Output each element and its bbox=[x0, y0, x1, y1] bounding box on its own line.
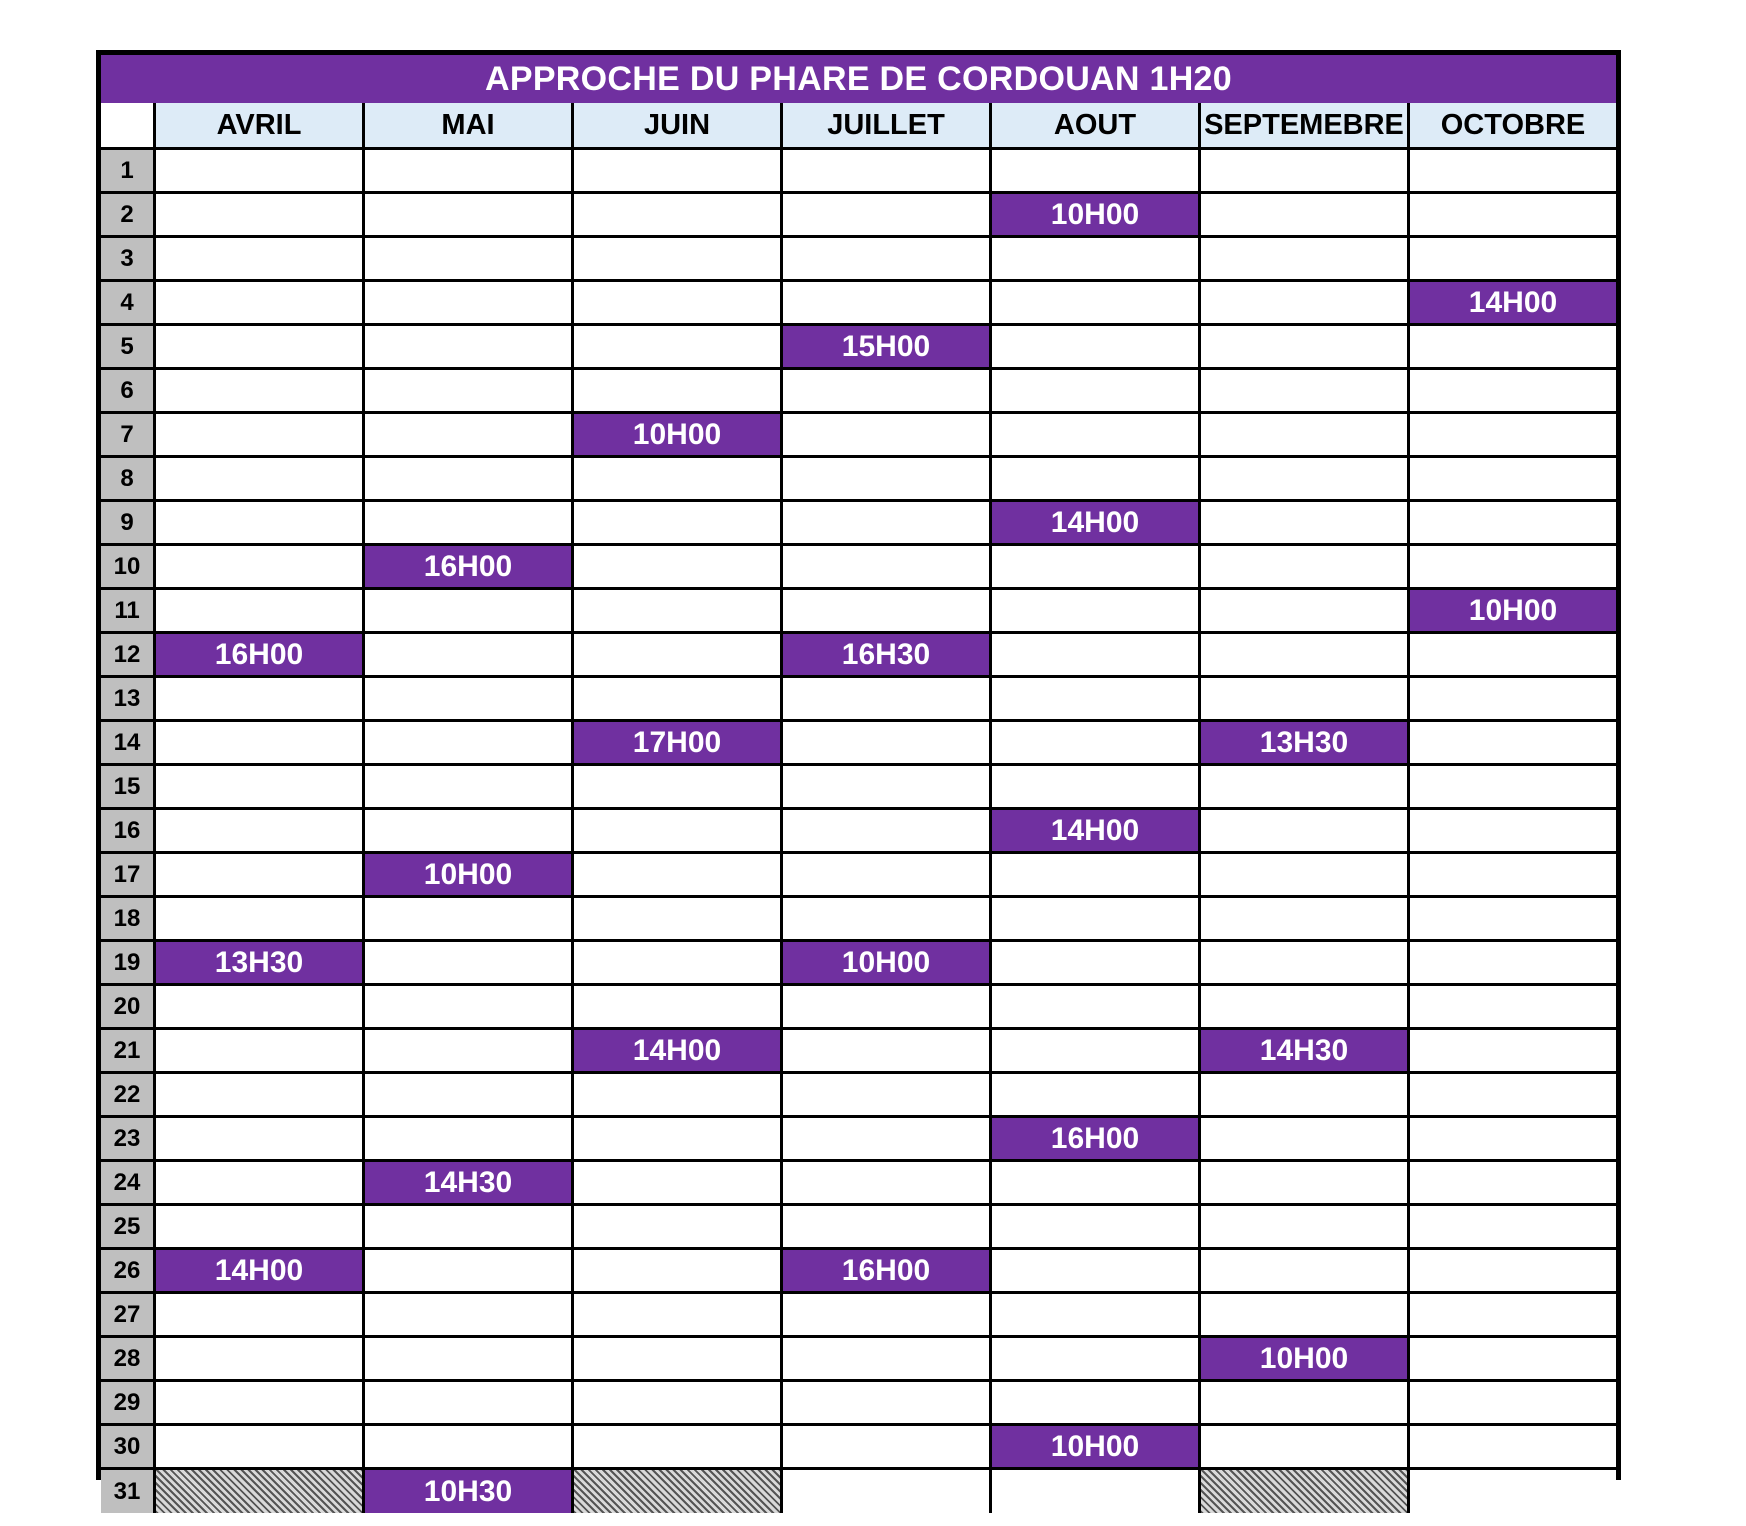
empty-day-cell[interactable] bbox=[156, 150, 362, 191]
empty-day-cell[interactable] bbox=[1201, 590, 1407, 631]
empty-day-cell[interactable] bbox=[156, 810, 362, 851]
empty-day-cell[interactable] bbox=[365, 810, 571, 851]
departure-time-cell[interactable]: 10H00 bbox=[1410, 590, 1616, 631]
empty-day-cell[interactable] bbox=[1410, 942, 1616, 983]
empty-day-cell[interactable] bbox=[156, 1030, 362, 1071]
empty-day-cell[interactable] bbox=[783, 1162, 989, 1203]
empty-day-cell[interactable] bbox=[1201, 942, 1407, 983]
day-label: 21 bbox=[101, 1030, 153, 1071]
empty-day-cell[interactable] bbox=[783, 898, 989, 939]
empty-day-cell[interactable] bbox=[992, 590, 1198, 631]
empty-day-cell[interactable] bbox=[1410, 1030, 1616, 1071]
day-label: 15 bbox=[101, 766, 153, 807]
departure-time-cell[interactable]: 14H00 bbox=[156, 1250, 362, 1291]
empty-day-cell[interactable] bbox=[365, 194, 571, 235]
empty-day-cell[interactable] bbox=[1201, 1294, 1407, 1335]
empty-day-cell[interactable] bbox=[365, 942, 571, 983]
month-header-mai: MAI bbox=[365, 103, 571, 147]
empty-day-cell[interactable] bbox=[992, 942, 1198, 983]
empty-day-cell[interactable] bbox=[574, 1250, 780, 1291]
empty-day-cell[interactable] bbox=[365, 458, 571, 499]
empty-day-cell[interactable] bbox=[365, 722, 571, 763]
empty-day-cell[interactable] bbox=[783, 854, 989, 895]
empty-day-cell[interactable] bbox=[1201, 546, 1407, 587]
month-header-aout: AOUT bbox=[992, 103, 1198, 147]
empty-day-cell[interactable] bbox=[365, 370, 571, 411]
empty-day-cell[interactable] bbox=[1410, 194, 1616, 235]
month-header-octobre: OCTOBRE bbox=[1410, 103, 1616, 147]
empty-day-cell[interactable] bbox=[1410, 1250, 1616, 1291]
empty-day-cell[interactable] bbox=[1201, 1206, 1407, 1247]
empty-day-cell[interactable] bbox=[783, 590, 989, 631]
departure-time-cell[interactable]: 14H00 bbox=[992, 502, 1198, 543]
empty-day-cell[interactable] bbox=[1410, 238, 1616, 279]
day-label: 7 bbox=[101, 414, 153, 455]
empty-day-cell[interactable] bbox=[365, 238, 571, 279]
empty-day-cell[interactable] bbox=[156, 1162, 362, 1203]
empty-day-cell[interactable] bbox=[783, 238, 989, 279]
empty-day-cell[interactable] bbox=[574, 1426, 780, 1467]
empty-day-cell[interactable] bbox=[365, 1426, 571, 1467]
day-label: 23 bbox=[101, 1118, 153, 1159]
day-label: 22 bbox=[101, 1074, 153, 1115]
day-label: 25 bbox=[101, 1206, 153, 1247]
empty-day-cell[interactable] bbox=[992, 634, 1198, 675]
empty-day-cell[interactable] bbox=[783, 1294, 989, 1335]
empty-day-cell[interactable] bbox=[156, 766, 362, 807]
departure-time-cell[interactable]: 16H30 bbox=[783, 634, 989, 675]
nonexistent-day-cell bbox=[1201, 1470, 1407, 1513]
nonexistent-day-cell bbox=[574, 1470, 780, 1513]
empty-day-cell[interactable] bbox=[1410, 1470, 1616, 1513]
day-label: 27 bbox=[101, 1294, 153, 1335]
empty-day-cell[interactable] bbox=[992, 1074, 1198, 1115]
empty-day-cell[interactable] bbox=[783, 194, 989, 235]
sheet-title: APPROCHE DU PHARE DE CORDOUAN 1H20 bbox=[101, 55, 1616, 103]
empty-day-cell[interactable] bbox=[574, 634, 780, 675]
empty-day-cell[interactable] bbox=[1201, 766, 1407, 807]
empty-day-cell[interactable] bbox=[992, 282, 1198, 323]
empty-day-cell[interactable] bbox=[1201, 150, 1407, 191]
empty-day-cell[interactable] bbox=[1201, 282, 1407, 323]
day-label: 28 bbox=[101, 1338, 153, 1379]
departure-time-cell[interactable]: 10H00 bbox=[992, 1426, 1198, 1467]
empty-day-cell[interactable] bbox=[1410, 766, 1616, 807]
empty-day-cell[interactable] bbox=[783, 502, 989, 543]
empty-day-cell[interactable] bbox=[1201, 634, 1407, 675]
empty-day-cell[interactable] bbox=[574, 502, 780, 543]
empty-day-cell[interactable] bbox=[783, 1074, 989, 1115]
empty-day-cell[interactable] bbox=[156, 1074, 362, 1115]
departure-time-cell[interactable]: 14H00 bbox=[1410, 282, 1616, 323]
departure-time-cell[interactable]: 16H00 bbox=[156, 634, 362, 675]
empty-day-cell[interactable] bbox=[156, 590, 362, 631]
empty-day-cell[interactable] bbox=[156, 1382, 362, 1423]
empty-day-cell[interactable] bbox=[1201, 238, 1407, 279]
empty-day-cell[interactable] bbox=[156, 1426, 362, 1467]
empty-day-cell[interactable] bbox=[1201, 854, 1407, 895]
empty-day-cell[interactable] bbox=[992, 1382, 1198, 1423]
empty-day-cell[interactable] bbox=[992, 1250, 1198, 1291]
day-label: 19 bbox=[101, 942, 153, 983]
empty-day-cell[interactable] bbox=[992, 854, 1198, 895]
empty-day-cell[interactable] bbox=[1201, 898, 1407, 939]
schedule-grid bbox=[101, 103, 1616, 1513]
empty-day-cell[interactable] bbox=[783, 986, 989, 1027]
empty-day-cell[interactable] bbox=[1201, 1250, 1407, 1291]
empty-day-cell[interactable] bbox=[992, 898, 1198, 939]
departure-time-cell[interactable]: 10H00 bbox=[1201, 1338, 1407, 1379]
departure-time-cell[interactable]: 10H30 bbox=[365, 1470, 571, 1513]
empty-day-cell[interactable] bbox=[574, 678, 780, 719]
empty-day-cell[interactable] bbox=[365, 634, 571, 675]
empty-day-cell[interactable] bbox=[1201, 502, 1407, 543]
departure-time-cell[interactable]: 10H00 bbox=[992, 194, 1198, 235]
departure-time-cell[interactable]: 14H30 bbox=[1201, 1030, 1407, 1071]
empty-day-cell[interactable] bbox=[783, 722, 989, 763]
empty-day-cell[interactable] bbox=[574, 1162, 780, 1203]
empty-day-cell[interactable] bbox=[156, 678, 362, 719]
empty-day-cell[interactable] bbox=[156, 722, 362, 763]
empty-day-cell[interactable] bbox=[1201, 194, 1407, 235]
day-label: 31 bbox=[101, 1470, 153, 1513]
empty-day-cell[interactable] bbox=[1410, 810, 1616, 851]
empty-day-cell[interactable] bbox=[156, 194, 362, 235]
empty-day-cell[interactable] bbox=[992, 458, 1198, 499]
empty-day-cell[interactable] bbox=[365, 1250, 571, 1291]
departure-time-cell[interactable]: 10H00 bbox=[365, 854, 571, 895]
empty-day-cell[interactable] bbox=[365, 590, 571, 631]
empty-day-cell[interactable] bbox=[1410, 1118, 1616, 1159]
departure-time-cell[interactable]: 16H00 bbox=[783, 1250, 989, 1291]
departure-time-cell[interactable]: 15H00 bbox=[783, 326, 989, 367]
departure-time-cell[interactable]: 13H30 bbox=[156, 942, 362, 983]
empty-day-cell[interactable] bbox=[574, 458, 780, 499]
empty-day-cell[interactable] bbox=[783, 1382, 989, 1423]
empty-day-cell[interactable] bbox=[1410, 370, 1616, 411]
empty-day-cell[interactable] bbox=[156, 1294, 362, 1335]
empty-day-cell[interactable] bbox=[1201, 678, 1407, 719]
day-label: 6 bbox=[101, 370, 153, 411]
empty-day-cell[interactable] bbox=[783, 766, 989, 807]
empty-day-cell[interactable] bbox=[1410, 546, 1616, 587]
empty-day-cell[interactable] bbox=[574, 1338, 780, 1379]
empty-day-cell[interactable] bbox=[783, 1338, 989, 1379]
empty-day-cell[interactable] bbox=[1410, 458, 1616, 499]
empty-day-cell[interactable] bbox=[783, 282, 989, 323]
empty-day-cell[interactable] bbox=[1410, 1074, 1616, 1115]
day-label: 20 bbox=[101, 986, 153, 1027]
day-label: 5 bbox=[101, 326, 153, 367]
empty-day-cell[interactable] bbox=[156, 282, 362, 323]
empty-day-cell[interactable] bbox=[365, 986, 571, 1027]
empty-day-cell[interactable] bbox=[783, 370, 989, 411]
empty-day-cell[interactable] bbox=[1201, 810, 1407, 851]
day-label: 8 bbox=[101, 458, 153, 499]
empty-day-cell[interactable] bbox=[1201, 1162, 1407, 1203]
empty-day-cell[interactable] bbox=[574, 590, 780, 631]
empty-day-cell[interactable] bbox=[1201, 458, 1407, 499]
empty-day-cell[interactable] bbox=[783, 1426, 989, 1467]
departure-time-cell[interactable]: 16H00 bbox=[992, 1118, 1198, 1159]
empty-day-cell[interactable] bbox=[156, 458, 362, 499]
empty-day-cell[interactable] bbox=[992, 546, 1198, 587]
empty-day-cell[interactable] bbox=[574, 194, 780, 235]
day-label: 24 bbox=[101, 1162, 153, 1203]
empty-day-cell[interactable] bbox=[1410, 1206, 1616, 1247]
month-header-avril: AVRIL bbox=[156, 103, 362, 147]
empty-day-cell[interactable] bbox=[574, 1118, 780, 1159]
empty-day-cell[interactable] bbox=[574, 150, 780, 191]
empty-day-cell[interactable] bbox=[365, 326, 571, 367]
day-label: 16 bbox=[101, 810, 153, 851]
month-header-juillet: JUILLET bbox=[783, 103, 989, 147]
empty-day-cell[interactable] bbox=[156, 1338, 362, 1379]
empty-day-cell[interactable] bbox=[1201, 1426, 1407, 1467]
empty-day-cell[interactable] bbox=[1410, 1426, 1616, 1467]
empty-day-cell[interactable] bbox=[156, 986, 362, 1027]
empty-day-cell[interactable] bbox=[992, 1162, 1198, 1203]
empty-day-cell[interactable] bbox=[1410, 678, 1616, 719]
empty-day-cell[interactable] bbox=[783, 1030, 989, 1071]
empty-day-cell[interactable] bbox=[1201, 1074, 1407, 1115]
departure-time-cell[interactable]: 13H30 bbox=[1201, 722, 1407, 763]
day-label: 30 bbox=[101, 1426, 153, 1467]
empty-day-cell[interactable] bbox=[156, 546, 362, 587]
day-label: 14 bbox=[101, 722, 153, 763]
empty-day-cell[interactable] bbox=[574, 282, 780, 323]
day-label: 11 bbox=[101, 590, 153, 631]
empty-day-cell[interactable] bbox=[156, 414, 362, 455]
empty-day-cell[interactable] bbox=[992, 766, 1198, 807]
empty-day-cell[interactable] bbox=[783, 546, 989, 587]
empty-day-cell[interactable] bbox=[992, 414, 1198, 455]
empty-day-cell[interactable] bbox=[156, 1206, 362, 1247]
empty-day-cell[interactable] bbox=[156, 502, 362, 543]
empty-day-cell[interactable] bbox=[1410, 502, 1616, 543]
empty-day-cell[interactable] bbox=[992, 238, 1198, 279]
empty-day-cell[interactable] bbox=[1410, 1294, 1616, 1335]
day-label: 29 bbox=[101, 1382, 153, 1423]
empty-day-cell[interactable] bbox=[1410, 986, 1616, 1027]
empty-day-cell[interactable] bbox=[992, 1470, 1198, 1513]
month-header-juin: JUIN bbox=[574, 103, 780, 147]
empty-day-cell[interactable] bbox=[156, 898, 362, 939]
empty-day-cell[interactable] bbox=[156, 1118, 362, 1159]
empty-day-cell[interactable] bbox=[783, 1118, 989, 1159]
departure-time-cell[interactable]: 14H30 bbox=[365, 1162, 571, 1203]
empty-day-cell[interactable] bbox=[365, 1382, 571, 1423]
empty-day-cell[interactable] bbox=[992, 150, 1198, 191]
day-label: 13 bbox=[101, 678, 153, 719]
empty-day-cell[interactable] bbox=[574, 1074, 780, 1115]
empty-day-cell[interactable] bbox=[365, 678, 571, 719]
empty-day-cell[interactable] bbox=[783, 678, 989, 719]
empty-day-cell[interactable] bbox=[156, 370, 362, 411]
empty-day-cell[interactable] bbox=[365, 1206, 571, 1247]
day-label: 10 bbox=[101, 546, 153, 587]
empty-day-cell[interactable] bbox=[1410, 326, 1616, 367]
day-label: 18 bbox=[101, 898, 153, 939]
departure-time-cell[interactable]: 10H00 bbox=[783, 942, 989, 983]
empty-day-cell[interactable] bbox=[1410, 854, 1616, 895]
empty-day-cell[interactable] bbox=[992, 1206, 1198, 1247]
day-label: 3 bbox=[101, 238, 153, 279]
empty-day-cell[interactable] bbox=[365, 1074, 571, 1115]
departure-time-cell[interactable]: 14H00 bbox=[574, 1030, 780, 1071]
empty-day-cell[interactable] bbox=[783, 458, 989, 499]
empty-day-cell[interactable] bbox=[783, 810, 989, 851]
departure-time-cell[interactable]: 17H00 bbox=[574, 722, 780, 763]
empty-day-cell[interactable] bbox=[574, 238, 780, 279]
empty-day-cell[interactable] bbox=[365, 766, 571, 807]
day-label: 4 bbox=[101, 282, 153, 323]
empty-day-cell[interactable] bbox=[574, 370, 780, 411]
empty-day-cell[interactable] bbox=[1410, 634, 1616, 675]
schedule-sheet bbox=[96, 50, 1621, 1508]
day-label: 1 bbox=[101, 150, 153, 191]
empty-day-cell[interactable] bbox=[365, 1118, 571, 1159]
empty-day-cell[interactable] bbox=[1410, 722, 1616, 763]
empty-day-cell[interactable] bbox=[156, 326, 362, 367]
empty-day-cell[interactable] bbox=[1410, 1162, 1616, 1203]
empty-day-cell[interactable] bbox=[365, 282, 571, 323]
empty-day-cell[interactable] bbox=[574, 1382, 780, 1423]
empty-day-cell[interactable] bbox=[992, 326, 1198, 367]
day-label: 26 bbox=[101, 1250, 153, 1291]
empty-day-cell[interactable] bbox=[1201, 326, 1407, 367]
empty-day-cell[interactable] bbox=[574, 1206, 780, 1247]
empty-day-cell[interactable] bbox=[365, 414, 571, 455]
day-label: 12 bbox=[101, 634, 153, 675]
empty-day-cell[interactable] bbox=[1201, 370, 1407, 411]
month-header-septembre: SEPTEMEBRE bbox=[1201, 103, 1407, 147]
empty-day-cell[interactable] bbox=[992, 678, 1198, 719]
empty-day-cell[interactable] bbox=[365, 150, 571, 191]
departure-time-cell[interactable]: 14H00 bbox=[992, 810, 1198, 851]
day-label: 17 bbox=[101, 854, 153, 895]
day-label: 2 bbox=[101, 194, 153, 235]
empty-day-cell[interactable] bbox=[574, 810, 780, 851]
empty-day-cell[interactable] bbox=[365, 898, 571, 939]
empty-day-cell[interactable] bbox=[1410, 414, 1616, 455]
empty-day-cell[interactable] bbox=[574, 546, 780, 587]
empty-day-cell[interactable] bbox=[992, 1030, 1198, 1071]
empty-day-cell[interactable] bbox=[574, 942, 780, 983]
empty-day-cell[interactable] bbox=[156, 854, 362, 895]
empty-day-cell[interactable] bbox=[1201, 1118, 1407, 1159]
empty-day-cell[interactable] bbox=[574, 766, 780, 807]
empty-day-cell[interactable] bbox=[992, 722, 1198, 763]
nonexistent-day-cell bbox=[156, 1470, 362, 1513]
empty-day-cell[interactable] bbox=[1201, 1382, 1407, 1423]
departure-time-cell[interactable]: 10H00 bbox=[574, 414, 780, 455]
empty-day-cell[interactable] bbox=[783, 414, 989, 455]
empty-day-cell[interactable] bbox=[574, 326, 780, 367]
day-label: 9 bbox=[101, 502, 153, 543]
empty-day-cell[interactable] bbox=[365, 1338, 571, 1379]
empty-day-cell[interactable] bbox=[574, 986, 780, 1027]
corner-cell bbox=[101, 103, 153, 147]
departure-time-cell[interactable]: 16H00 bbox=[365, 546, 571, 587]
empty-day-cell[interactable] bbox=[1410, 898, 1616, 939]
empty-day-cell[interactable] bbox=[1410, 1338, 1616, 1379]
empty-day-cell[interactable] bbox=[1410, 150, 1616, 191]
empty-day-cell[interactable] bbox=[992, 1294, 1198, 1335]
empty-day-cell[interactable] bbox=[992, 370, 1198, 411]
empty-day-cell[interactable] bbox=[1201, 414, 1407, 455]
empty-day-cell[interactable] bbox=[783, 150, 989, 191]
empty-day-cell[interactable] bbox=[783, 1470, 989, 1513]
empty-day-cell[interactable] bbox=[992, 1338, 1198, 1379]
empty-day-cell[interactable] bbox=[1410, 1382, 1616, 1423]
empty-day-cell[interactable] bbox=[574, 1294, 780, 1335]
empty-day-cell[interactable] bbox=[574, 854, 780, 895]
empty-day-cell[interactable] bbox=[365, 502, 571, 543]
empty-day-cell[interactable] bbox=[992, 986, 1198, 1027]
empty-day-cell[interactable] bbox=[574, 898, 780, 939]
empty-day-cell[interactable] bbox=[1201, 986, 1407, 1027]
empty-day-cell[interactable] bbox=[365, 1030, 571, 1071]
empty-day-cell[interactable] bbox=[156, 238, 362, 279]
empty-day-cell[interactable] bbox=[783, 1206, 989, 1247]
empty-day-cell[interactable] bbox=[365, 1294, 571, 1335]
